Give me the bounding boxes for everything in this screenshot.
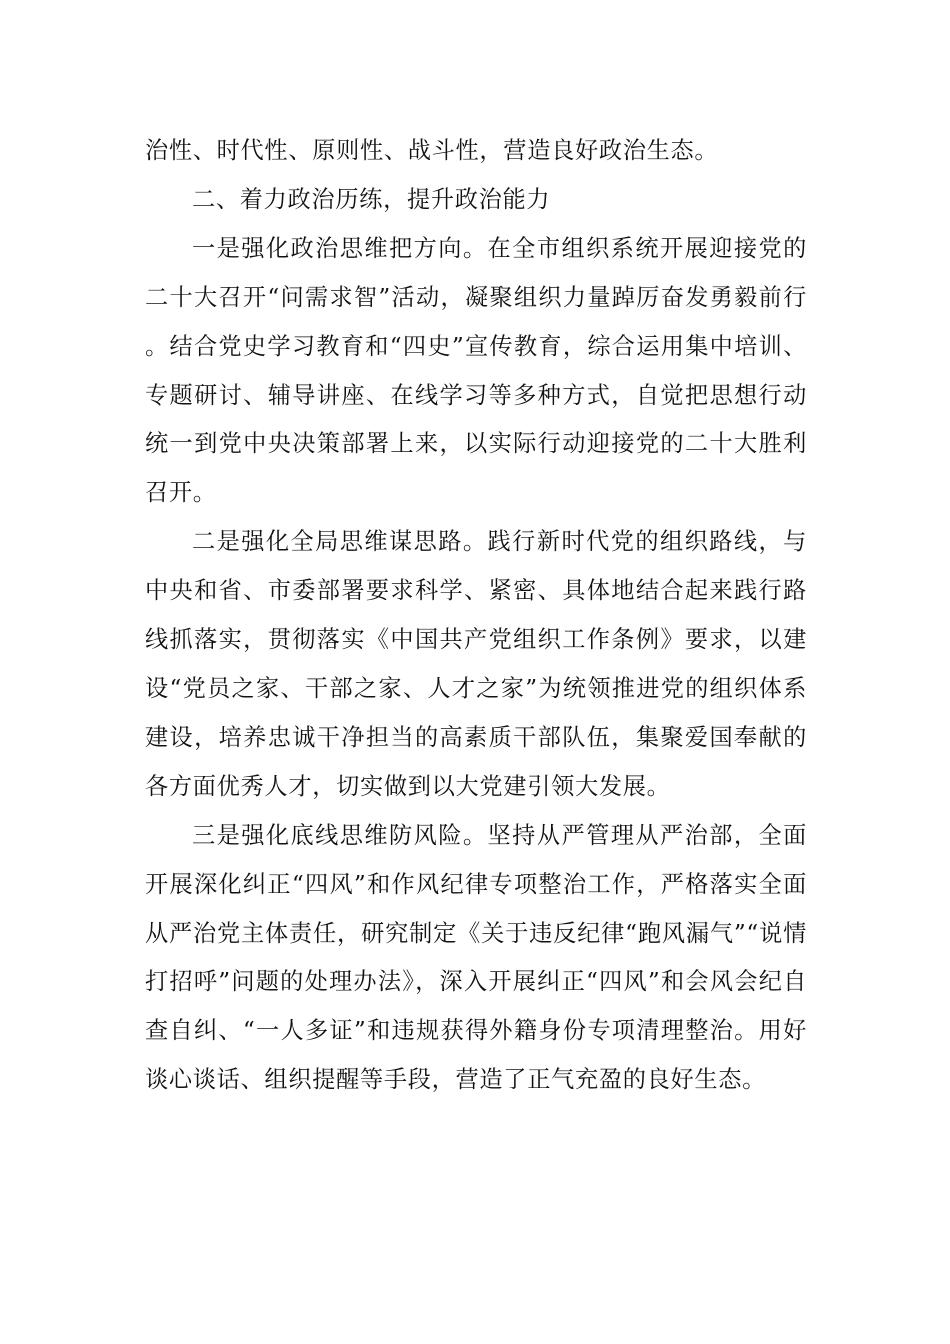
paragraph-political-thinking: 一是强化政治思维把方向。在全市组织系统开展迎接党的二十大召开“问需求智”活动，凝聚组织力量踔厉奋发勇毅前行。结合党史学习教育和“四史”宣传教育，综合运用集中培训、专题研讨、辅导讲座、在线学习等多种方式，自觉把思想行动统一到党中央决策部署上来，以实际行动迎接党的二十大胜利召开。 (145, 234, 807, 507)
document-body (145, 127, 807, 1105)
paragraph-continuation: 治性、时代性、原则性、战斗性，营造良好政治生态。 (145, 137, 719, 164)
paragraph-bottom-line-thinking: 三是强化底线思维防风险。坚持从严管理从严治部，全面开展深化纠正“四风”和作风纪律专项整治工作，严格落实全面从严治党主体责任，研究制定《关于违反纪律“跑风漏气”“说情打招呼”问题的处理办法》，深入开展纠正“四风”和会风会纪自查自纠、“一人多证”和违规获得外籍身份专项清理整治。用好谈心谈话、组织提醒等手段，营造了正气充盈的良好生态。 (145, 821, 807, 1094)
section-heading: 二、着力政治历练，提升政治能力 (192, 185, 551, 213)
paragraph-overall-thinking: 二是强化全局思维谋思路。践行新时代党的组织路线，与中央和省、市委部署要求科学、紧密、具体地结合起来践行路线抓落实，贯彻落实《中国共产党组织工作条例》要求，以建设“党员之家、干部之家、人才之家”为统领推进党的组织体系建设，培养忠诚干净担当的高素质干部队伍，集聚爱国奉献的各方面优秀人才，切实做到以大党建引领大发展。 (145, 528, 807, 800)
